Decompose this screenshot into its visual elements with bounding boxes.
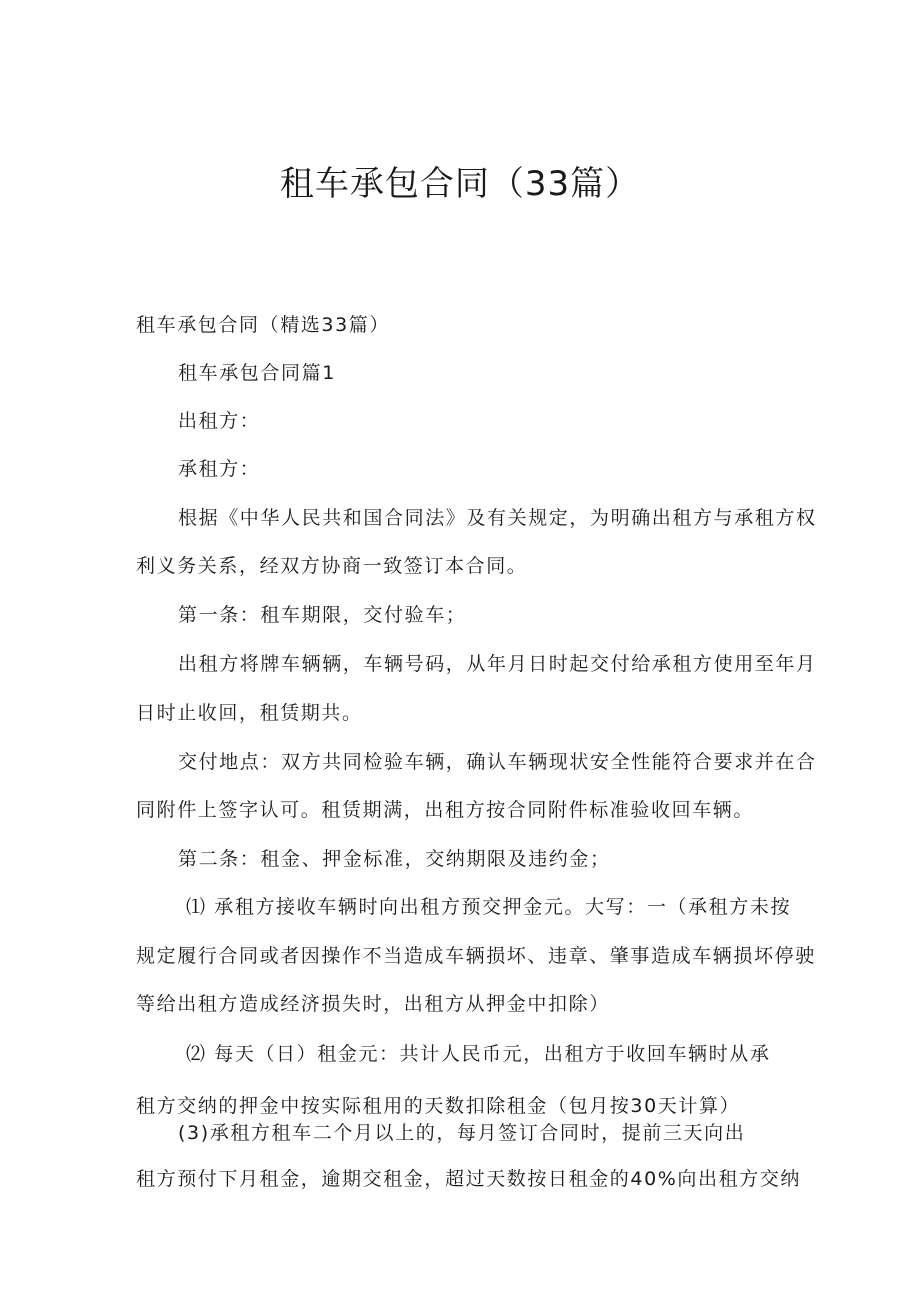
paragraph-line: 交付地点：双方共同检验车辆，确认车辆现状安全性能符合要求并在合 xyxy=(178,751,817,773)
paragraph-line: ⑵ 每天（日）租金元：共计人民币元，出租方于收回车辆时从承 xyxy=(186,1043,771,1065)
paragraph-line: 同附件上签字认可。租赁期满，出租方按合同附件标准验收回车辆。 xyxy=(136,799,755,821)
article-heading: 第一条：租车期限，交付验车； xyxy=(178,604,467,626)
paragraph-line: ⑴ 承租方接收车辆时向出租方预交押金元。大写：一（承租方未按 xyxy=(186,896,792,918)
lessee-field: 承租方： xyxy=(178,458,261,480)
paragraph-line: 日时止收回，租赁期共。 xyxy=(136,702,363,724)
document-title: 租车承包合同（33篇） xyxy=(279,164,641,204)
paragraph-line: 租方交纳的押金中按实际租用的天数扣除租金（包月按30天计算） xyxy=(136,1095,741,1117)
paragraph-line: 出租方将牌车辆辆，车辆号码，从年月日时起交付给承租方使用至年月 xyxy=(178,653,817,675)
paragraph-line: 等给出租方造成经济损失时，出租方从押金中扣除） xyxy=(136,993,610,1015)
section-heading: 租车承包合同篇1 xyxy=(178,362,336,384)
paragraph-line: 根据《中华人民共和国合同法》及有关规定，为明确出租方与承租方权 xyxy=(178,507,817,529)
paragraph-line: (3)承租方租车二个月以上的，每月签订合同时，提前三天向出 xyxy=(178,1122,746,1144)
lessor-field: 出租方： xyxy=(178,410,261,432)
paragraph-line: 利义务关系，经双方协商一致签订本合同。 xyxy=(136,555,528,577)
paragraph-line: 租方预付下月租金，逾期交租金，超过天数按日租金的40%向出租方交纳 xyxy=(136,1168,802,1190)
article-heading: 第二条：租金、押金标准，交纳期限及违约金； xyxy=(178,848,611,870)
subtitle-line: 租车承包合同（精选33篇） xyxy=(136,314,390,336)
paragraph-line: 规定履行合同或者因操作不当造成车辆损坏、违章、肇事造成车辆损坏停驶 xyxy=(136,945,816,967)
